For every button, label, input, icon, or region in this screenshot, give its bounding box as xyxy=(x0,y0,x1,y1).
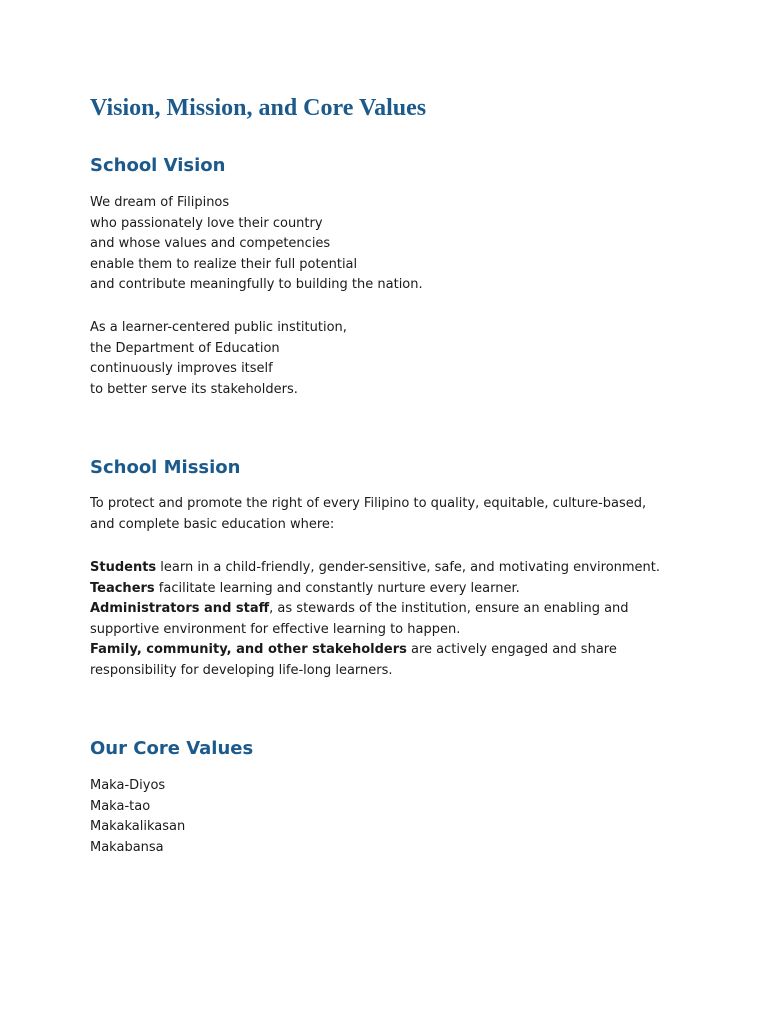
vision-line: and contribute meaningfully to building the nation. xyxy=(90,277,423,292)
mission-list xyxy=(90,558,670,681)
vision-line: the Department of Education xyxy=(90,340,280,356)
mission-item-label: Administrators and staff xyxy=(90,601,270,616)
vision-line: enable them to realize their full potential xyxy=(90,256,358,272)
vision-paragraph-1 xyxy=(90,193,670,296)
vision-line: and whose values and competencies xyxy=(90,236,331,251)
core-values-list xyxy=(90,776,670,858)
core-value-item: Makakalikasan xyxy=(90,819,186,834)
core-value-item: Maka-Diyos xyxy=(90,778,166,793)
mission-item-text: are actively engaged and share responsibility for developing life-long learners. xyxy=(90,642,617,678)
vision-line: to better serve its stakeholders. xyxy=(90,381,298,397)
mission-heading: School Mission xyxy=(90,457,241,478)
vision-line: who passionately love their country xyxy=(90,215,323,231)
mission-item-administrators xyxy=(90,599,670,640)
mission-item-text: facilitate learning and constantly nurture every learner. xyxy=(154,580,520,596)
core-values-heading: Our Core Values xyxy=(90,738,254,759)
mission-item-teachers xyxy=(90,579,670,600)
mission-intro: To protect and promote the right of every Filipino to quality, equitable, culture-based, and complete basic education where: xyxy=(90,496,647,532)
core-value-item: Maka-tao xyxy=(90,798,151,814)
vision-line: continuously improves itself xyxy=(90,361,273,376)
core-value-item: Makabansa xyxy=(90,839,164,855)
vision-paragraph-2 xyxy=(90,318,670,400)
mission-item-text: learn in a child-friendly, gender-sensitive, safe, and motivating environment. xyxy=(156,560,661,575)
vision-line: As a learner-centered public institution, xyxy=(90,320,347,335)
document-title: Vision, Mission, and Core Values xyxy=(90,95,427,121)
mission-item-family xyxy=(90,640,670,681)
mission-item-label: Teachers xyxy=(90,580,155,596)
mission-item-label: Family, community, and other stakeholders xyxy=(90,642,407,657)
vision-heading: School Vision xyxy=(90,155,226,176)
vision-line: We dream of Filipinos xyxy=(90,195,230,210)
mission-item-label: Students xyxy=(90,560,157,575)
mission-item-students xyxy=(90,558,670,579)
mission-item-text: , as stewards of the institution, ensure an enabling and supportive environment for effective learning to happen. xyxy=(90,601,629,637)
